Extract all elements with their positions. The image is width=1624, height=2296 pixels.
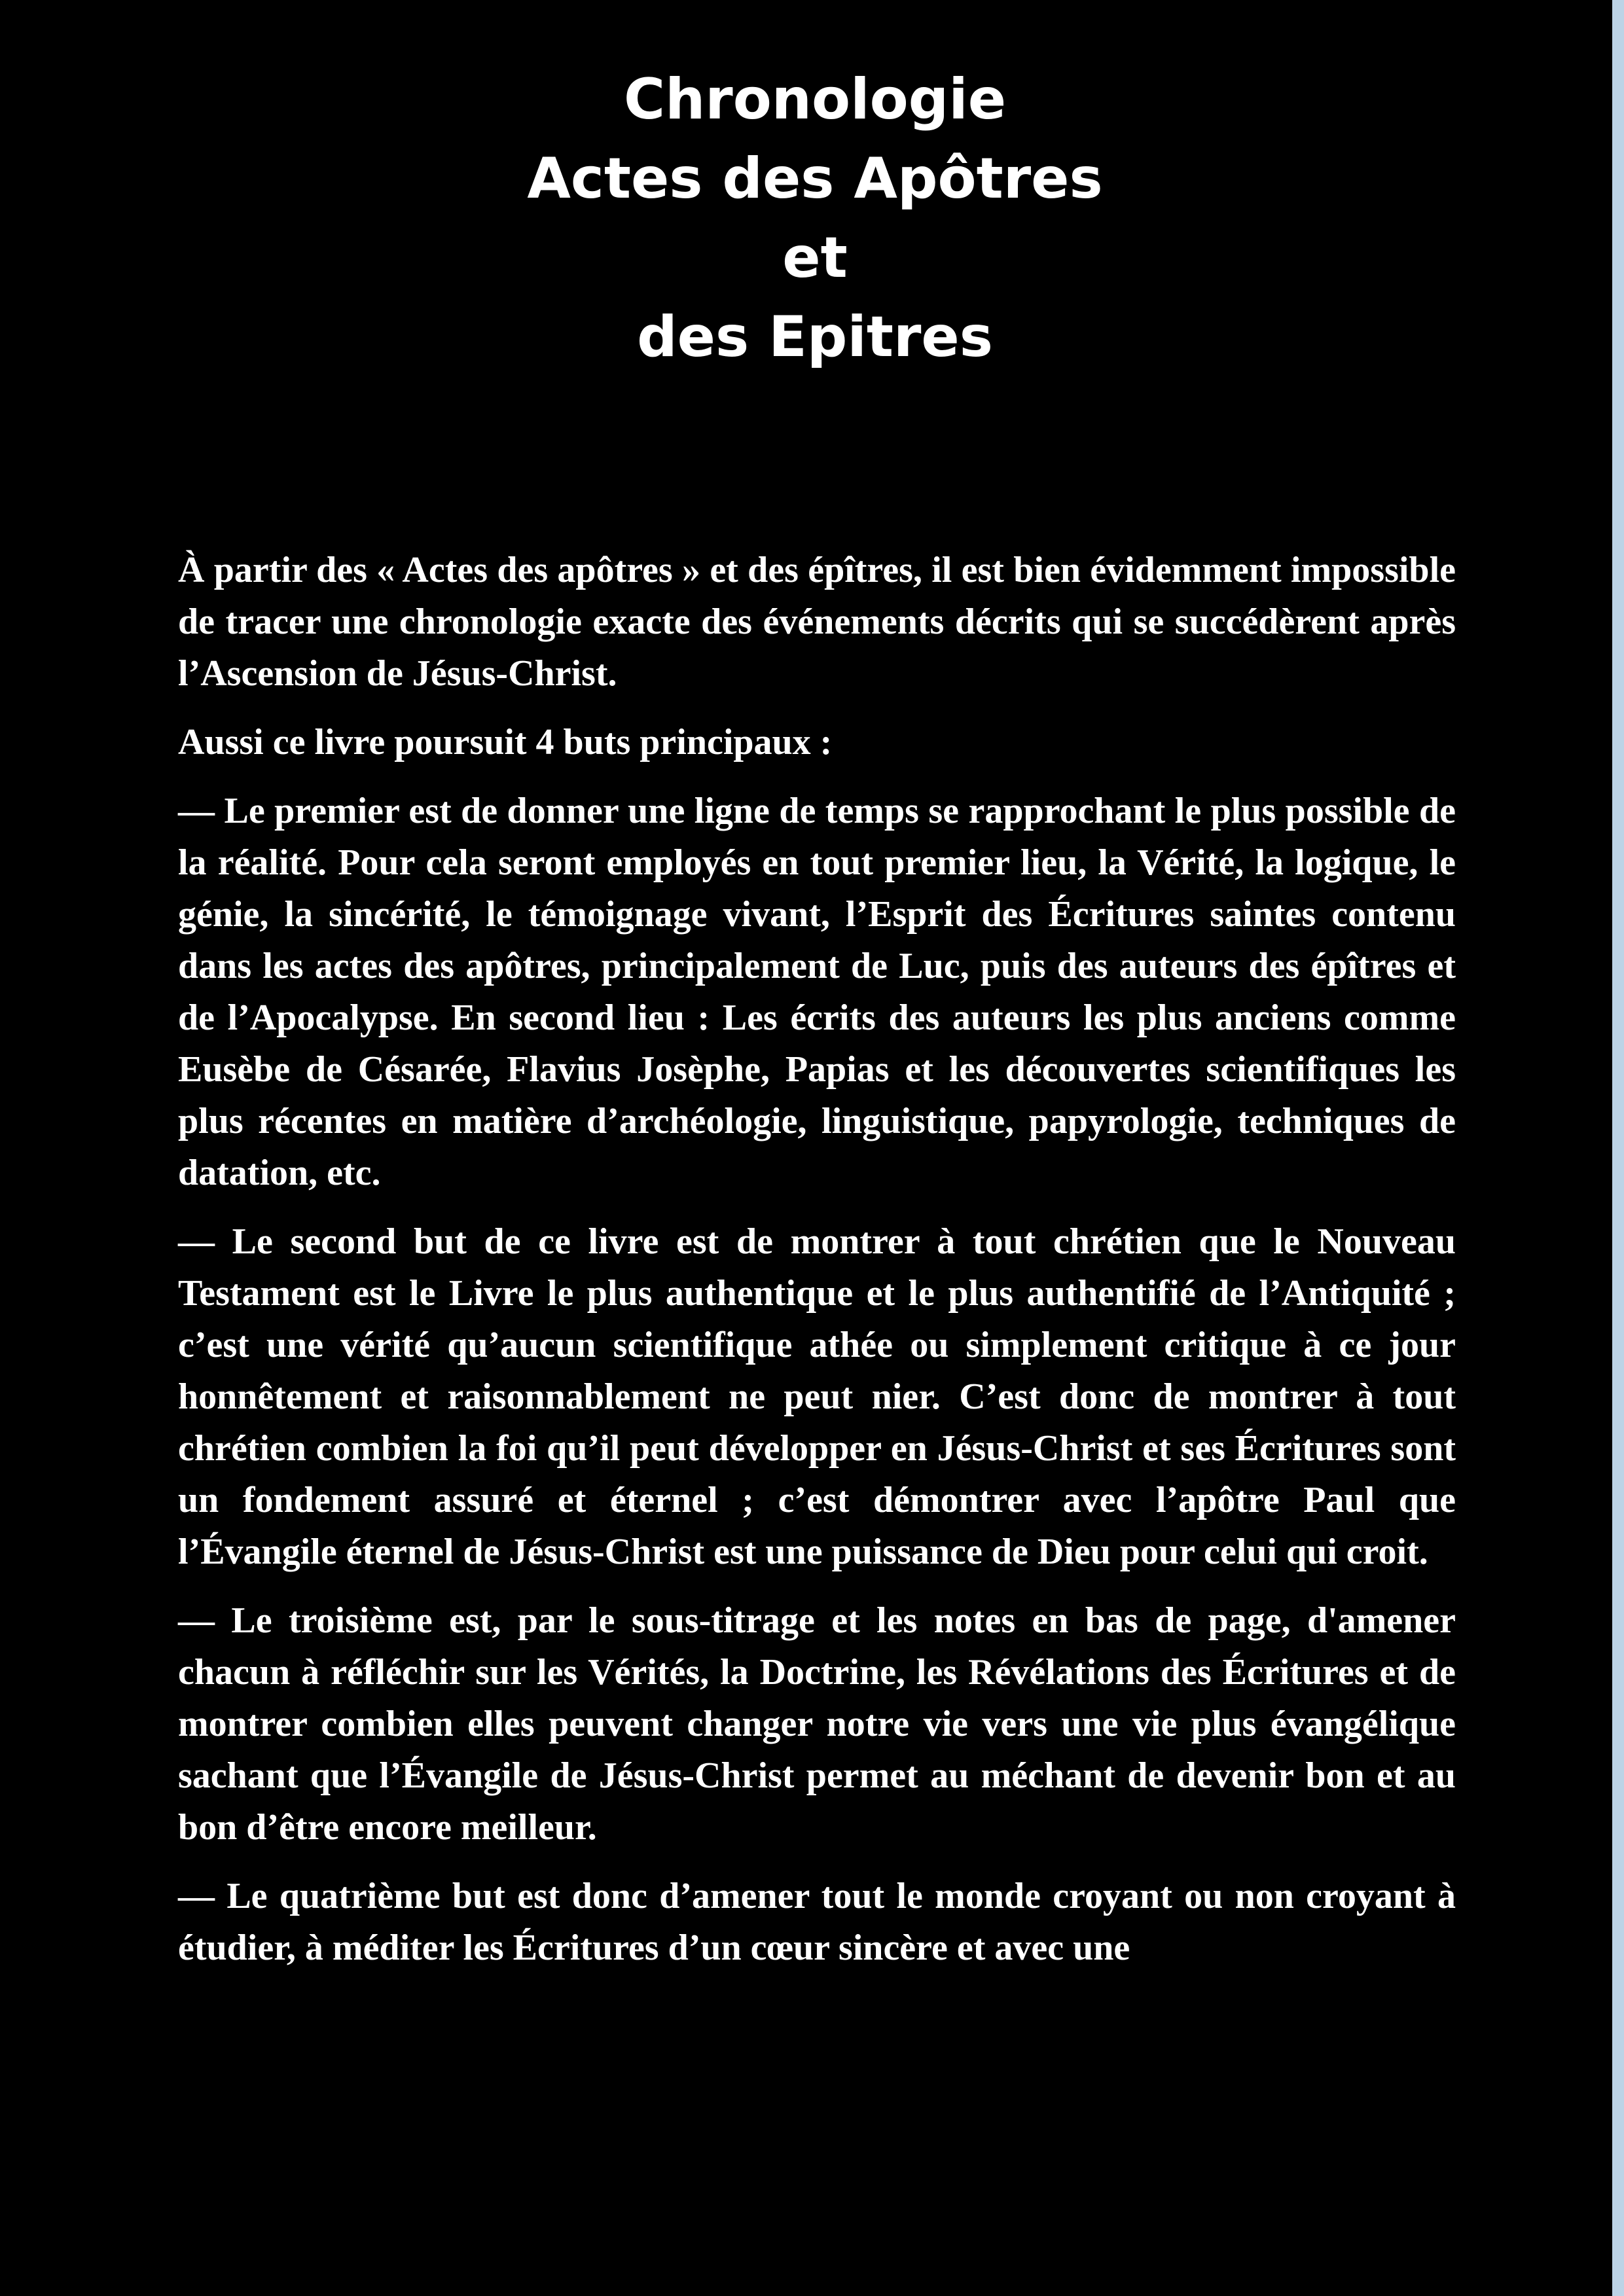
paragraph-goal-4: — Le quatrième but est donc d’amener tout le monde croyant ou non croyant à étudier, à méditer les Écritures d’un cœur sincère et avec une — [178, 1876, 1456, 1968]
title-line-1: Chronologie — [623, 67, 1007, 132]
title-line-2: Actes des Apôtres — [527, 146, 1103, 211]
paragraph-goal-3: — Le troisième est, par le sous-titrage et les notes en bas de page, d'amener chacun à réfléchir sur les Vérités, la Doctrine, les Révélations des Écritures et de montrer combien elles peuvent changer notre vie vers une vie plus évangélique sachant que l’Évangile de Jésus-Christ permet au méchant de devenir bon et au bon d’être encore meilleur. — [178, 1600, 1456, 1848]
paragraph-goal-1: — Le premier est de donner une ligne de temps se rapprochant le plus possible de la réalité. Pour cela seront employés en tout premier lieu, la Vérité, la logique, le génie, la sincérité, le témoignage vivant, l’Esprit des Écritures saintes contenu dans les actes des apôtres, principalement de Luc, puis des auteurs des épîtres et de l’Apocalypse. En second lieu : Les écrits des auteurs les plus anciens comme Eusèbe de Césarée, Flavius Josèphe, Papias et les découvertes scientifiques les plus récentes en matière d’archéologie, linguistique, papyrologie, techniques de datation, etc. — [178, 791, 1456, 1193]
title-line-4: des Epitres — [637, 304, 993, 370]
body-text — [178, 545, 1456, 1991]
title-line-3: et — [782, 225, 848, 291]
paragraph-intro: À partir des « Actes des apôtres » et des épîtres, il est bien évidemment impossible de tracer une chronologie exacte des événements décrits qui se succédèrent après l’Ascension de Jésus-Christ. — [178, 550, 1456, 694]
paragraph-goal-2: — Le second but de ce livre est de montrer à tout chrétien que le Nouveau Testament est le Livre le plus authentique et le plus authentifié de l’Antiquité ; c’est une vérité qu’aucun scientifique athée ou simplement critique à ce jour honnêtement et raisonnablement ne peut nier. C’est donc de montrer à tout chrétien combien la foi qu’il peut développer en Jésus-Christ et ses Écritures sont un fondement assuré et éternel ; c’est démontrer avec l’apôtre Paul que l’Évangile éternel de Jésus-Christ est une puissance de Dieu pour celui qui croit. — [178, 1221, 1456, 1572]
paragraph-goals-heading: Aussi ce livre poursuit 4 buts principaux : — [178, 722, 833, 762]
page-title — [0, 60, 1624, 377]
page-edge-strip — [1612, 0, 1624, 2296]
